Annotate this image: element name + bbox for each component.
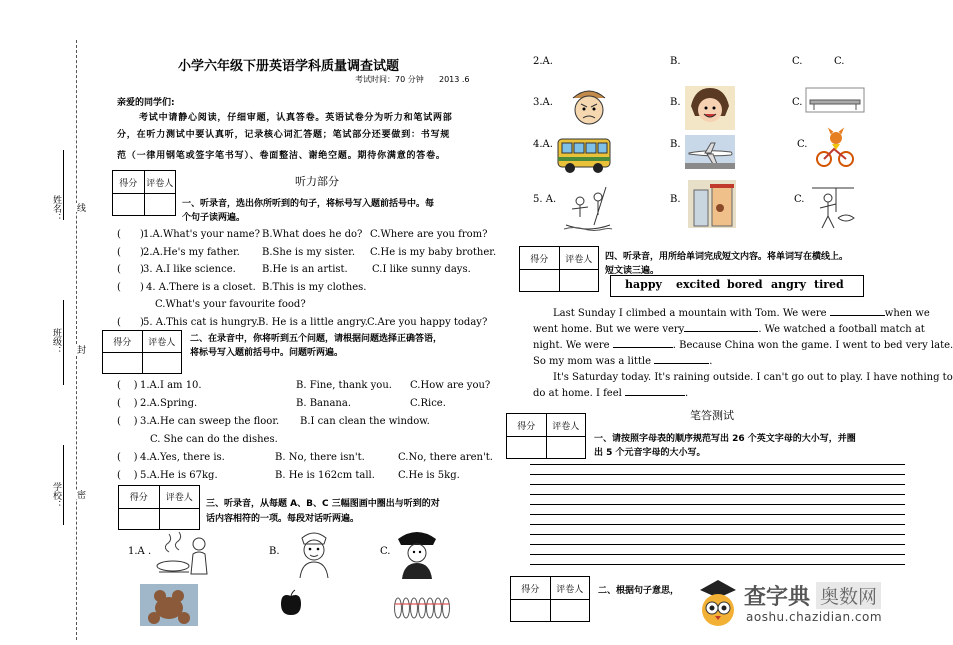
school-label: 学校： [51,482,61,509]
fishing-picture[interactable] [808,182,858,230]
grader-cell[interactable] [551,600,590,622]
s2-q5-c: C.He is 5kg. [398,470,460,481]
word-happy: happy [625,278,662,291]
s1-q3-c: C.I like sunny days. [372,264,471,275]
s1-q2-c: C.He is my baby brother. [370,247,497,258]
writing-heading: 笔答测试 [690,409,734,422]
grader-cell[interactable] [160,509,200,531]
class-line [63,300,64,385]
rowing-picture[interactable] [562,185,614,233]
passage-line-2: went home. But we were very . We watched a football match at [533,324,925,335]
s2-q3-c: C. She can do the dishes. [150,434,278,445]
s2-q1-a: 1.A.I am 10. [140,380,202,391]
s1-q1-b: B.What does he do? [262,229,363,240]
word-excited: excited [676,278,721,291]
blank-3[interactable] [613,347,673,348]
score-box-1: 得分 评卷人 [112,170,176,216]
word-angry: angry [771,278,807,291]
section4-title-2: 短文读三遍。 [605,266,660,276]
apple-picture[interactable] [280,590,302,616]
fox-bicycle-picture[interactable] [815,128,855,168]
binding-dashed-line [76,40,77,640]
bus-picture[interactable] [556,135,612,175]
s3-q5-b-label: B. [670,194,681,205]
writing2-title: 二、根据句子意思， [598,586,680,596]
s3-q2-c2-label: C. [834,56,845,67]
passage-line-1: Last Sunday I climbed a mountain with Tom. We were when we [553,308,930,319]
s2-q1-paren[interactable]: ( ) [117,380,138,391]
word-tired: tired [814,278,844,291]
s2-q4-a: 4.A.Yes, there is. [140,452,225,463]
s3-q3-c-label: C. [792,97,803,108]
s1-q3-b: B.He is an artist. [262,264,348,275]
s2-q3-a: 3.A.He can sweep the floor. [140,416,280,427]
s2-q3-paren[interactable]: ( ) [117,416,138,427]
s2-q1-b: B. Fine, thank you. [296,380,392,391]
s1-q5-b: B. He is a little angry. [258,317,368,328]
section3-title-1: 三、听录音，从每题 A、B、C 三幅图画中圈出与听到的对 [206,499,440,509]
s2-q4-b: B. No, there isn't. [275,452,365,463]
word-bored: bored [727,278,763,291]
grader-cell[interactable] [143,353,182,374]
score-cell[interactable] [103,353,143,374]
secret-label: 密 [75,490,85,499]
section1-title-1: 一、听录音，选出你所听到的句子，将标号写入题前括号中。每 [182,199,435,209]
s1-q1-a: 1.A.What's your name? [143,229,260,240]
s2-q2-b: B. Banana. [296,398,351,409]
bowling-pins-picture[interactable] [392,590,450,622]
name-label: 姓名： [51,195,61,222]
passage-line-3: night. We were . Because China won the game. I went to bed very late. [533,340,953,351]
blank-4[interactable] [654,363,709,364]
writing1-title-1: 一、请按照字母表的顺序规范写出 26 个英文字母的大小写，并圈 [594,434,856,444]
passage-line-4: So my mom was a little . [533,356,713,367]
intro-line-2: 分，在听力测试中要认真听，记录核心词汇答题；笔试部分还要做到：书写规 [117,130,451,140]
intro-line-3: 范（一律用钢笔或签字笔书写）、卷面整洁、谢绝空题。期待你满意的答卷。 [117,151,446,161]
s1-q4-paren[interactable]: ( ) [117,282,144,293]
s1-q2-a: 2.A.He's my father. [143,247,240,258]
blank-1[interactable] [830,315,885,316]
s1-q2-b: B.She is my sister. [262,247,355,258]
s3-q4-b-label: B. [670,139,681,150]
s1-q4-b: B.This is my clothes. [262,282,367,293]
s2-q1-c: C.How are you? [410,380,491,391]
s3-q1-a-label: 1.A . [128,546,152,557]
s1-q1-c: C.Where are you from? [370,229,488,240]
section4-title-1: 四、听录音，用所给单词完成短文内容。将单词写在横线上。 [605,252,849,262]
writing-line[interactable] [530,564,905,565]
section2-title-2: 将标号写入题前括号中。问题听两遍。 [190,348,344,358]
score-cell[interactable] [507,437,547,459]
writing-line[interactable] [530,474,905,475]
policeman-picture[interactable] [392,527,442,579]
passage-line-6: do at home. I feel . [533,388,689,399]
s3-q2-b-label: B. [670,56,681,67]
school-line [63,445,64,525]
s2-q2-c: C.Rice. [410,398,446,409]
exam-title: 小学六年级下册英语学科质量调查试题 [178,59,400,74]
writing-line[interactable] [530,554,905,555]
writing-line[interactable] [530,464,905,465]
section2-title-1: 二、在录音中，你将听到五个问题，请根据问题选择正确答语， [190,334,443,344]
exam-info: 考试时间：70 分钟 2013 .6 [355,75,470,84]
writing-line[interactable] [530,484,905,485]
s3-q2-a-label: 2.A. [533,56,553,67]
nurse-picture[interactable] [290,528,338,578]
section3-title-2: 话内容相符的一项。每段对话听两遍。 [206,514,360,524]
s3-q5-a-label: 5. A. [533,194,557,205]
s2-q2-paren[interactable]: ( ) [117,398,138,409]
writing-line[interactable] [530,504,905,505]
blank-5[interactable] [625,395,685,396]
writing-line[interactable] [530,534,905,535]
score-box-6: 得分 评卷人 [510,576,590,622]
woman-cooking-picture[interactable] [155,530,215,578]
s3-q1-b-label: B. [269,546,280,557]
score-cell[interactable] [520,270,560,292]
s2-q2-a: 2.A.Spring. [140,398,198,409]
score-cell[interactable] [113,194,145,216]
s3-q4-c-label: C. [797,139,808,150]
watermark-brand-2: 奥数网 [816,582,881,609]
s3-q5-c-label: C. [794,194,805,205]
airplane-picture[interactable] [685,135,735,169]
blank-2[interactable] [684,331,758,332]
passage-line-5: It's Saturday today. It's raining outside. I can't go out to play. I have nothing to [553,372,953,383]
s1-q5-paren[interactable]: ( ) [117,317,144,328]
s1-q3-paren[interactable]: ( ) [117,264,144,275]
s3-q3-a-label: 3.A. [533,97,553,108]
watermark-brand: 查字典 [744,585,811,610]
score-cell[interactable] [511,600,551,622]
s3-q2-c-label: C. [792,56,803,67]
s2-q5-paren[interactable]: ( ) [117,470,138,481]
s1-q4-a: 4. A.There is a closet. [146,282,256,293]
happy-girl-picture[interactable] [685,86,735,130]
shop-picture[interactable] [688,180,736,228]
angry-boy-picture[interactable] [565,86,613,130]
name-line [63,150,64,220]
s1-q5-c: C.Are you happy today? [367,317,488,328]
seal-label: 封 [75,345,85,354]
writing-line[interactable] [530,514,905,515]
s1-q3-a: 3. A.I like science. [143,264,236,275]
s2-q4-paren[interactable]: ( ) [117,452,138,463]
grader-cell[interactable] [145,194,176,216]
score-box-2: 得分 评卷人 [102,330,182,374]
score-box-5: 得分 评卷人 [506,413,586,459]
score-cell[interactable] [119,509,160,531]
grader-cell[interactable] [560,270,599,292]
grader-cell[interactable] [547,437,586,459]
greeting: 亲爱的同学们: [117,98,175,108]
score-box-3: 得分 评卷人 [118,485,200,530]
listening-heading: 听力部分 [295,175,339,188]
line-label: 线 [75,203,85,212]
s3-q1-c-label: C. [380,546,391,557]
score-box-4: 得分 评卷人 [519,246,599,292]
s1-q4-c: C.What's your favourite food? [155,299,306,310]
owl-logo-icon [692,578,744,630]
s2-q5-a: 5.A.He is 67kg. [140,470,218,481]
intro-line-1: 考试中请静心阅读，仔细审题，认真答卷。英语试卷分为听力和笔试两部 [139,113,453,123]
s3-q4-a-label: 4.A. [533,139,553,150]
watermark-url: aoshu.chazidian.com [746,610,883,624]
s1-q1-paren[interactable]: ( ) [117,229,144,240]
class-label: 班级： [51,328,61,355]
writing-line[interactable] [530,494,905,495]
watermark [692,578,914,630]
teddy-bear-picture[interactable] [140,584,198,626]
writing1-title-2: 出 5 个元音字母的大小写。 [594,448,706,458]
s2-q5-b: B. He is 162cm tall. [275,470,375,481]
s3-q3-b-label: B. [670,97,681,108]
s1-q2-paren[interactable]: ( ) [117,247,144,258]
shelf-picture[interactable] [806,88,864,112]
s1-q5-a: 5. A.This cat is hungry. [143,317,260,328]
section1-title-2: 个句子读两遍。 [182,213,246,223]
writing-line[interactable] [530,544,905,545]
writing-line[interactable] [530,524,905,525]
s2-q3-b: B.I can clean the window. [300,416,430,427]
s2-q4-c: C.No, there aren't. [398,452,493,463]
